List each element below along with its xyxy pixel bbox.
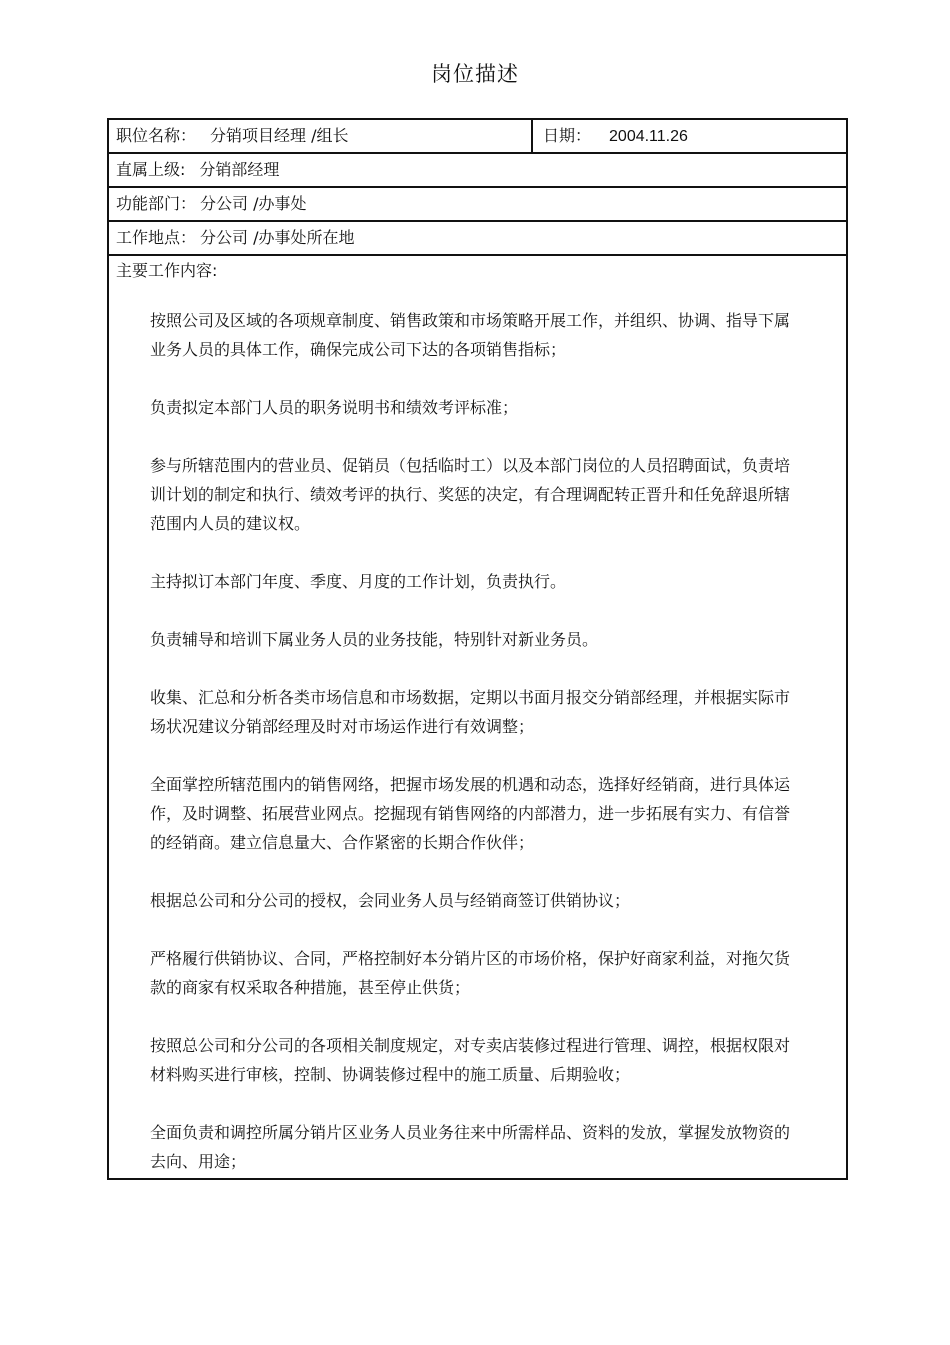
- duty-item: 主持拟订本部门年度、季度、月度的工作计划，负责执行。: [150, 572, 567, 591]
- location-cell: [109, 222, 846, 254]
- form-row-department: [109, 188, 846, 222]
- duty-item: 按照公司及区域的各项规章制度、销售政策和市场策略开展工作，并组织、协调、指导下属业务人员的具体工作，确保完成公司下达的各项销售指标；: [150, 311, 791, 359]
- duty-item: 负责辅导和培训下属业务人员的业务技能，特别针对新业务员。: [150, 630, 599, 649]
- supervisor-label: 直属上级:: [116, 160, 186, 179]
- department-cell: [109, 188, 846, 220]
- department-label: 功能部门：: [116, 194, 197, 213]
- duties-list: [150, 306, 800, 1205]
- form-row-supervisor: [109, 154, 846, 188]
- location-value: 分公司 /办事处所在地: [200, 228, 355, 247]
- position-value: 分销项目经理 /组长: [210, 126, 349, 145]
- date-value: 2004.11.26: [609, 128, 688, 145]
- supervisor-cell: [109, 154, 846, 186]
- duties-label: 主要工作内容:: [116, 261, 218, 280]
- position-label: 职位名称：: [116, 126, 197, 145]
- department-value: 分公司 /办事处: [200, 194, 307, 213]
- duty-item: 收集、汇总和分析各类市场信息和市场数据，定期以书面月报交分销部经理，并根据实际市场状况建议分销部经理及时对市场运作进行有效调整；: [150, 688, 791, 736]
- duty-item: 根据总公司和分公司的授权，会同业务人员与经销商签订供销协议；: [150, 891, 631, 910]
- duty-item: 全面掌控所辖范围内的销售网络，把握市场发展的机遇和动态，选择好经销商，进行具体运作，及时调整、拓展营业网点。挖掘现有销售网络的内部潜力，进一步拓展有实力、有信誉的经销商。建立信息量大、合作紧密的长期合作伙伴；: [150, 775, 791, 852]
- duty-item: 参与所辖范围内的营业员、促销员（包括临时工）以及本部门岗位的人员招聘面试，负责培训计划的制定和执行、绩效考评的执行、奖惩的决定，有合理调配转正晋升和任免辞退所辖范围内人员的建议权。: [150, 456, 791, 533]
- supervisor-value: 分销部经理: [199, 160, 280, 179]
- document-title: 岗位描述: [431, 62, 519, 86]
- job-description-form: [107, 118, 848, 1180]
- form-row-location: [109, 222, 846, 256]
- date-cell: [533, 120, 846, 152]
- duty-item: 负责拟定本部门人员的职务说明书和绩效考评标准；: [150, 398, 519, 417]
- duty-item: 严格履行供销协议、合同，严格控制好本分销片区的市场价格，保护好商家利益，对拖欠货款的商家有权采取各种措施，甚至停止供货；: [150, 949, 791, 997]
- location-label: 工作地点：: [116, 228, 197, 247]
- duty-item: 按照总公司和分公司的各项相关制度规定，对专卖店装修过程进行管理、调控，根据权限对材料购买进行审核，控制、协调装修过程中的施工质量、后期验收；: [150, 1036, 791, 1084]
- duty-item: 全面负责和调控所属分销片区业务人员业务往来中所需样品、资料的发放，掌握发放物资的去向、用途；: [150, 1123, 791, 1171]
- position-cell: [109, 120, 533, 152]
- form-row-position: [109, 120, 846, 154]
- date-label: 日期：: [543, 126, 592, 145]
